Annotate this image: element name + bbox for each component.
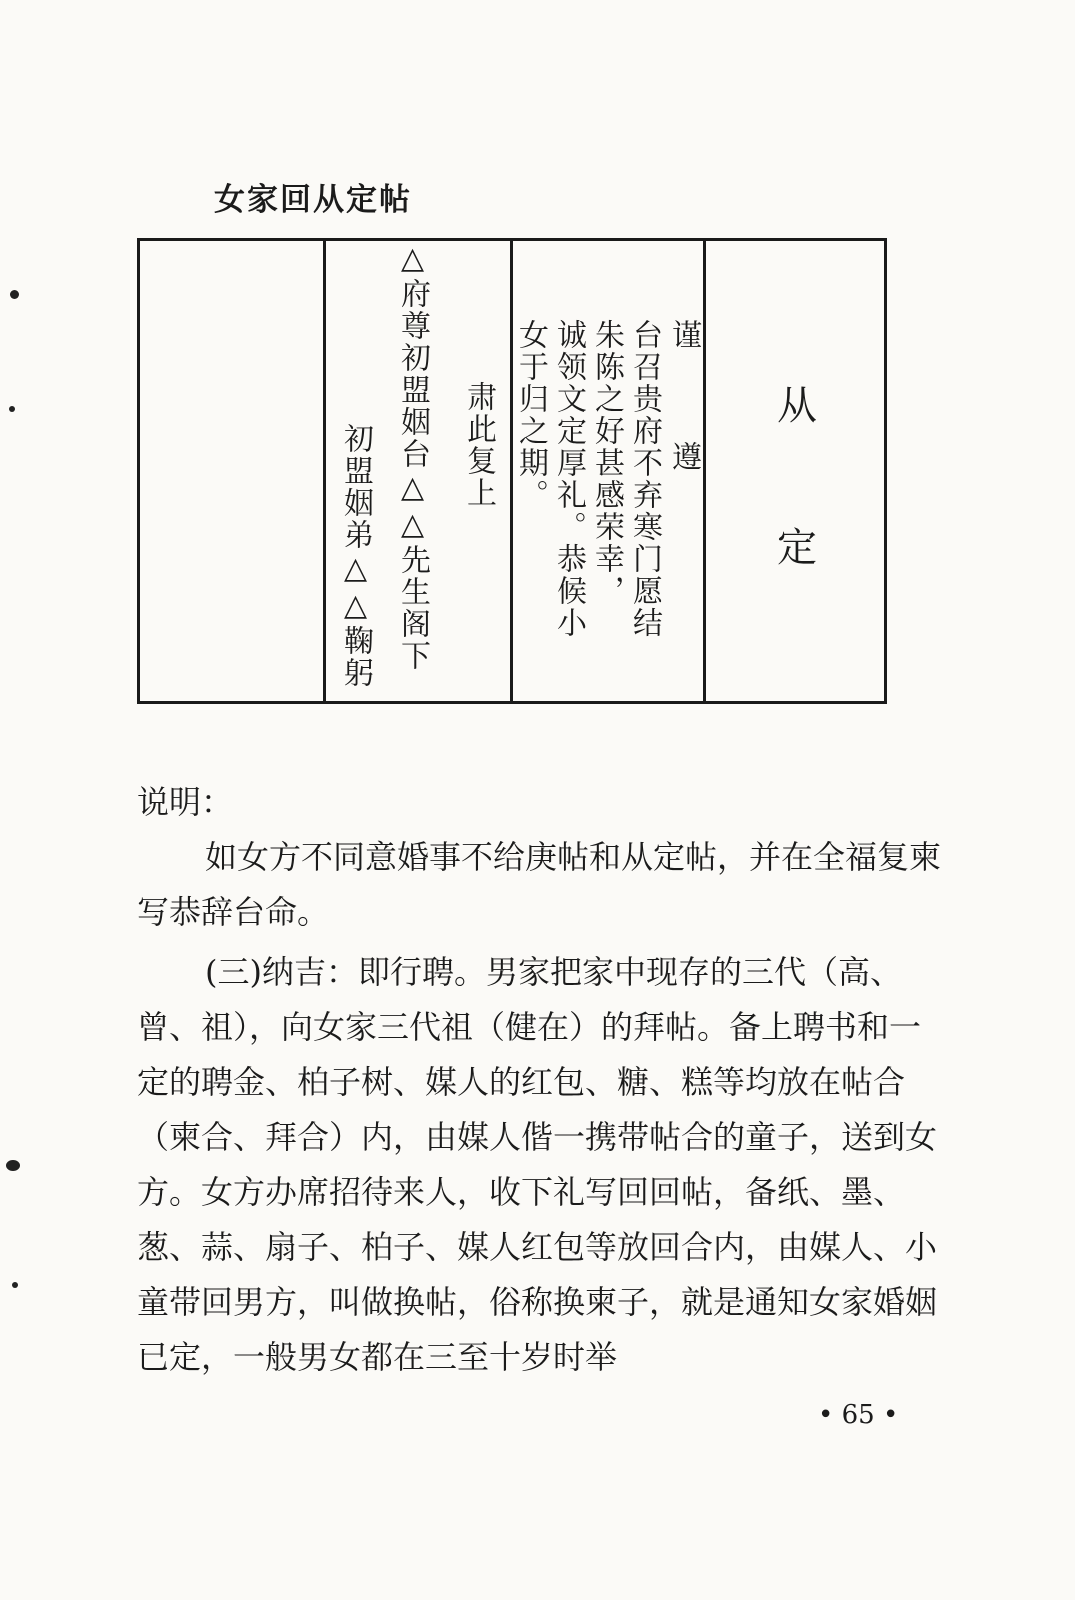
card-divider [703, 241, 706, 701]
card-line-honorific: 谨 [666, 319, 701, 351]
card-line: 台召贵府不弃寒门愿结 [627, 319, 662, 639]
scan-speck [10, 290, 19, 299]
scan-speck [12, 1282, 18, 1288]
card-addressee: △府尊初盟姻台△△先生阁下 [395, 241, 430, 672]
paragraph-1: 如女方不同意婚事不给庚帖和从定帖，并在全福复柬写恭辞台命。 [137, 838, 942, 931]
card-closing: 肃此复上 [461, 381, 496, 509]
card-divider [323, 241, 326, 701]
card-line: 诚领文定厚礼。恭候小 [551, 319, 586, 639]
paragraph-2: (三)纳吉：即行聘。男家把家中现存的三代（高、曾、祖），向女家三代祖（健在）的拜帖。备上聘书和一定的聘金、柏子树、媒人的红包、糖、糕等均放在帖合（柬合、拜合）内，由媒人偕一携带帖合的童子，送到女方。女方办席招待来人，收下礼写回回帖，备纸、墨、葱、蒜、扇子、柏子、媒人红包等放回合内，由媒人、小童带回男方，叫做换帖，俗称换柬子，就是通知女家婚姻已定，一般男女都在三至十岁时举 [137, 953, 938, 1376]
section-heading: 女家回从定帖 [214, 182, 412, 218]
card-line-honorific-2: 遵 [666, 441, 701, 473]
card-line: 女于归之期。 [513, 319, 548, 511]
scan-speck [6, 1160, 20, 1171]
card-line: 朱陈之好甚感荣幸， [589, 319, 624, 607]
card-cover-char-bottom: 定 [777, 525, 817, 571]
scan-speck [9, 406, 15, 412]
reply-card [137, 238, 887, 704]
page-number: • 65 • [818, 1400, 899, 1430]
card-cover-char-top: 从 [777, 383, 817, 429]
note-label: 说明： [137, 783, 234, 821]
card-sender: 初盟姻弟△△鞠躬 [338, 423, 373, 689]
